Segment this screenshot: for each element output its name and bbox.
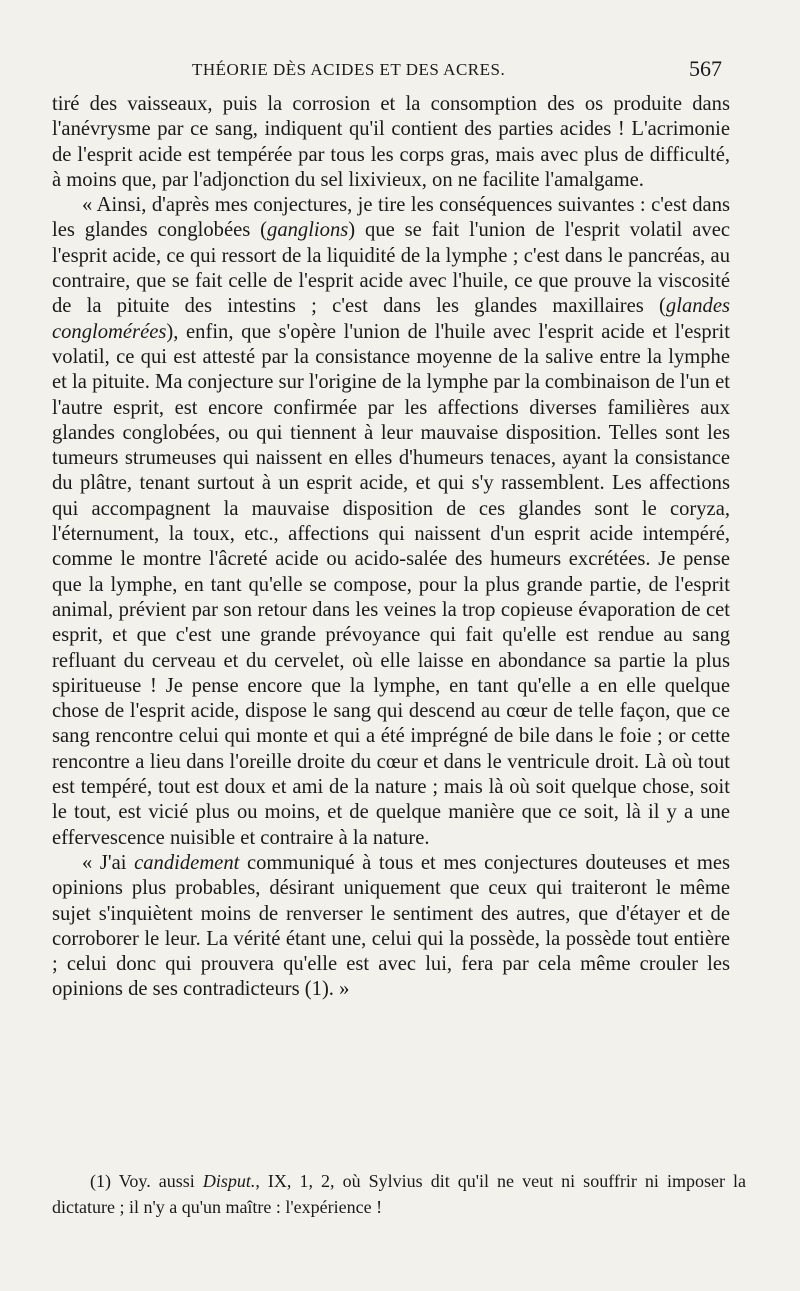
footnote	[52, 1168, 746, 1220]
paragraph-1	[52, 92, 730, 193]
italic-term-candidement: candidement	[134, 851, 240, 874]
footnote-italic-disput: Disput.	[202, 1171, 256, 1191]
body-text	[52, 92, 730, 1003]
italic-term-ganglions: ganglions	[267, 219, 349, 242]
paragraph-3	[52, 851, 730, 1003]
text-run: ) que se fait l'union de l'esprit volatil avec l'esprit acide, ce qui ressort de la liquidité de la lymphe ; c'est dans le pancréas, au contraire, que se fait celle de l'esprit acide avec l'huile, ce que prouve la viscosité de la pituite des intestins ; c'est dans les glandes maxillaires (	[52, 219, 731, 318]
running-title: THÉORIE DÈS ACIDES ET DES ACRES.	[192, 60, 506, 79]
text-run: tiré des vaisseaux, puis la corrosion et la consomption des os produite dans l'anévrysme par ce sang, indiquent qu'il contient des parties acides ! L'acrimonie de l'esprit acide est tempérée par tous les corps gras, mais avec plus de difficulté, à moins que, par l'adjonction du sel lixivieux, on ne facilite l'amalgame.	[52, 93, 730, 191]
footnote-run: , IX, 1, 2, où Sylvius dit qu'il ne veut ni souffrir ni imposer la dictature ; il n'y a qu'un maître : l'expérience !	[52, 1171, 746, 1217]
page-header	[52, 58, 722, 86]
italic-term-glandes-conglomerees: glandes conglomérées	[52, 295, 730, 343]
text-run: « J'ai	[82, 851, 135, 874]
page-number: 567	[689, 56, 722, 81]
text-run: ), enfin, que s'opère l'union de l'huile avec l'esprit acide et l'esprit volatil, ce qui est attesté par la consistance moyenne de la salive entre la lymphe et la pituite. Ma conjecture sur l'origine de la lymphe par la combinaison de l'un et l'autre esprit, est encore confirmée par les affections diverses familières aux glandes conglobées, ou qui tiennent à leur mauvaise disposition. Telles sont les tumeurs strumeuses qui naissent en elles d'humeurs tenaces, ayant la consistance du plâtre, tenant surtout à un esprit acide, et qui s'y rassemblent. Les affections qui accompagnent la mauvaise disposition de ces glandes sont le coryza, l'éternument, la toux, etc., affections qui naissent d'un esprit acide intempéré, comme le montre l'âcreté acide ou acido-salée des humeurs excrétées. Je pense que la lymphe, en tant qu'elle se compose, pour la plus grande partie, de l'esprit animal, prévient par son retour dans les veines la trop copieuse évaporation de cet esprit, et que c'est une grande prévoyance qui fait qu'elle est rendue au sang refluant du cerveau et du cervelet, où elle laisse en abondance sa partie la plus spiritueuse ! Je pense encore que la lymphe, en tant qu'elle a en elle quelque chose de l'esprit acide, dispose le sang qui descend au cœur de telle façon, que ce sang rencontre celui qui monte et qui a été imprégné de bile dans le foie ; or cette rencontre a lieu dans l'oreille droite du cœur et dans le ventricule droit. Là où tout est tempéré, tout est doux et ami de la nature ; mais là où soit quelque chose, soit le tout, est vicié plus ou moins, et de quelque manière que ce soit, là il y a une effervescence nuisible et contraire à la nature.	[52, 320, 730, 849]
text-run: communiqué à tous et mes conjectures douteuses et mes opinions plus probables, désirant uniquement que ceux qui traiteront le même sujet s'inquiètent moins de renverser le sentiment des autres, que d'étayer et de corroborer le leur. La vérité étant une, celui qui la possède, la possède tout entière ; celui donc qui prouvera qu'elle est avec lui, fera par cela même crouler les opinions de ses contradicteurs (1). »	[52, 851, 730, 1001]
text-run: « Ainsi, d'après mes conjectures, je tire les conséquences suivantes : c'est dans les glandes conglobées (	[52, 194, 730, 242]
paragraph-2	[52, 193, 730, 851]
footnote-run: (1) Voy. aussi	[90, 1171, 203, 1191]
footnote-text	[52, 1168, 746, 1220]
